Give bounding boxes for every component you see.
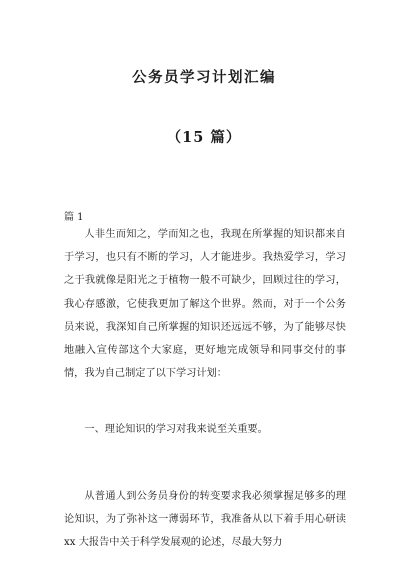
paragraph-intro: 人非生而知之，学而知之也，我现在所掌握的知识都来自于学习，也只有不断的学习，人才能进步。我热爱学习，学习之于我就像是阳光之于植物一般不可缺少，回顾过往的学习，我心存感激，它使我更加了解这个世界。然而，对于一个公务员来说，我深知自己所掌握的知识还远远不够，为了能够尽快地融入宣传部这个大家庭，更好地完成领导和同事交付的事情，我为自己制定了以下学习计划： xyxy=(64,229,346,380)
section-label: 篇 1 xyxy=(64,212,84,223)
paragraph-heading-theory: 一、理论知识的学习对我来说至关重要。 xyxy=(84,424,268,435)
paragraph-theory-body: 从普通人到公务员身份的转变要求我必须掌握足够多的理论知识，为了弥补这一薄弱环节，我准备从以下着手用心研读 xx 大报告中关于科学发展观的论述，尽最大努力 xyxy=(64,491,346,549)
document-subtitle: （15 篇） xyxy=(166,129,242,146)
document-title: 公务员学习计划汇编 xyxy=(132,69,276,86)
